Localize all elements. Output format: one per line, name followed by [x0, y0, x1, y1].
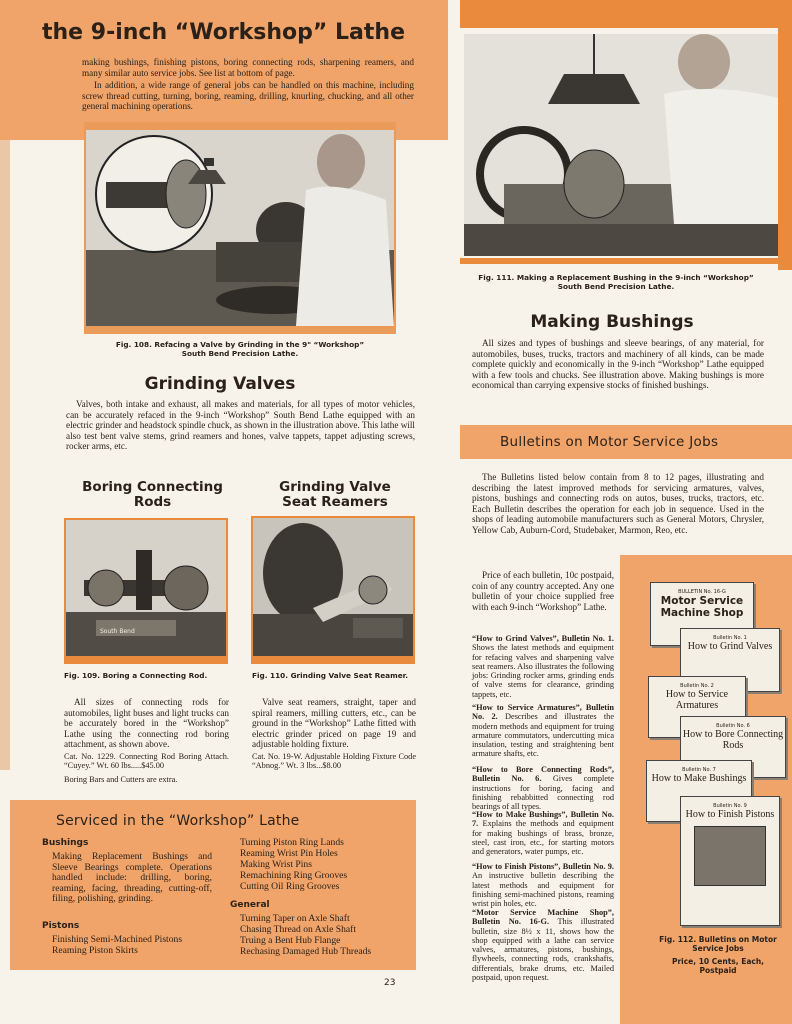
booklet-7-number: Bulletin No. 7 [682, 767, 716, 773]
bulletin-item-2-title: “How to Service Armatures”, Bulletin No. 2. [472, 703, 614, 722]
booklet-6-number: Bulletin No. 6 [716, 723, 750, 729]
serviced-heading: Serviced in the “Workshop” Lathe [56, 813, 300, 829]
bulletins-price: Price of each bulletin, 10c postpaid, coin of any country accepted. Any one bulletin of your choice supplied free with each 9-inch “Workshop” Lathe. [472, 570, 614, 612]
fig-111-underline [460, 258, 792, 264]
fig-110-photo [253, 518, 413, 656]
bulletin-item-1-text: Shows the latest methods and equipment for refacing valves and sharpening valve seat reamers. Also illustrates the following jobs: Grinding rocker arms, grinding ends of valve stems for clearance, grinding tappets, etc. [472, 643, 614, 699]
booklet-9-illustration [694, 826, 766, 886]
booklet-9 [680, 796, 780, 926]
fig-108-photo [86, 130, 394, 326]
booklet-16g-title: Motor Service Machine Shop [660, 595, 744, 619]
bulletin-item-2 [472, 703, 614, 759]
bulletin-item-4-title: “How to Make Bushings”, Bulletin No. 7. [472, 810, 614, 829]
intro-paragraph-1: making bushings, finishing pistons, boring connecting rods, sharpening reamers, and many similar auto service jobs. See list at bottom of page. [82, 57, 414, 78]
fig-111-caption: Fig. 111. Making a Replacement Bushing in the 9-inch “Workshop” South Bend Precision Lathe. [478, 273, 754, 291]
making-bushings-body: All sizes and types of bushings and sleeve bearings, of any material, for automobiles, buses, trucks, tractors and machinery of all kinds, can be made complete quickly and economically in the 9-inch “Workshop” Lathe equipped with a few tools and chucks. See illustration above. Making bushings is more economical than carrying expensive stocks of finished bushings. [472, 338, 764, 391]
serviced-right-item-3: Making Wrist Pins [240, 859, 312, 870]
bulletins-heading: Bulletins on Motor Service Jobs [500, 434, 719, 450]
serviced-piston-item-1: Finishing Semi-Machined Pistons [52, 934, 183, 945]
grinding-valves-heading: Grinding Valves [144, 374, 296, 394]
serviced-general-heading: General [230, 900, 270, 910]
booklet-9-title: How to Finish Pistons [685, 809, 775, 820]
intro-paragraph-2: In addition, a wide range of general jobs can be handled on this machine, including screw thread cutting, turning, boring, reaming, drilling, knurling, chucking, and all other general machining operations. [82, 80, 414, 112]
bulletin-item-1 [472, 634, 614, 699]
booklet-2-number: Bulletin No. 2 [680, 683, 714, 689]
booklet-1-title: How to Grind Valves [687, 641, 773, 652]
booklet-7-title: How to Make Bushings [651, 773, 747, 784]
serviced-bushings-heading: Bushings [42, 838, 89, 848]
booklet-1-number: Bulletin No. 1 [713, 635, 747, 641]
fig-110-caption: Fig. 110. Grinding Valve Seat Reamer. [252, 671, 408, 680]
boring-heading: Boring Connecting Rods [82, 479, 223, 510]
bulletin-item-3-text: Gives complete instructions for boring, facing and finishing rebabbitted connecting rod bearings of all types. [472, 774, 614, 812]
grinding-valves-body: Valves, both intake and exhaust, all makes and materials, for all types of motor vehicles, can be accurately refaced in the 9-inch “Workshop” South Bend Lathe equipped with an electric grinder and headstock spindle chuck, as shown in the illustration above. This lathe will also test bent valve stems, grind reamers and hones, valve tappets, tappet adjusting screws, rocker arms, etc. [66, 399, 415, 452]
serviced-general-item-4: Rechasing Damaged Hub Threads [240, 946, 372, 957]
making-bushings-heading: Making Bushings [530, 312, 694, 332]
right-top-band [460, 0, 792, 28]
serviced-general-item-2: Chasing Thread on Axle Shaft [240, 924, 356, 935]
bulletin-item-1-title: “How to Grind Valves”, Bulletin No. 1. [472, 634, 614, 643]
serviced-piston-item-2: Reaming Piston Skirts [52, 945, 138, 956]
bulletin-item-6 [472, 908, 614, 982]
bulletin-item-6-title: “Motor Service Machine Shop”, Bulletin No. 16-G. [472, 908, 614, 927]
serviced-right-item-2: Reaming Wrist Pin Holes [240, 848, 338, 859]
serviced-right-item-4: Remachining Ring Grooves [240, 870, 348, 881]
page-number: 23 [384, 978, 396, 988]
booklet-9-number: Bulletin No. 9 [713, 803, 747, 809]
bulletin-item-2-text: Describes and illustrates the modern methods and equipment for truing armature commutators, undercutting mica insulation, testing and straightening bent armature shafts, etc. [472, 712, 614, 759]
bulletin-item-5 [472, 862, 614, 908]
boring-extra: Boring Bars and Cutters are extra. [64, 775, 178, 784]
reamers-heading: Grinding Valve Seat Reamers [279, 479, 391, 510]
fig-111-photo [464, 34, 778, 256]
fig-108-caption: Fig. 108. Refacing a Valve by Grinding in the 9" “Workshop” South Bend Precision Lathe. [115, 340, 365, 358]
serviced-bushings-text: Making Replacement Bushings and Sleeve Bearings complete. Operations handled include: drilling, boring, reaming, facing, threading, cutting-off, filing, polishing, grinding. [52, 851, 212, 905]
booklet-16g-number: BULLETIN No. 16-G [678, 589, 726, 595]
serviced-general-item-3: Truing a Bent Hub Flange [240, 935, 341, 946]
page-title: the 9-inch “Workshop” Lathe [42, 20, 405, 45]
bulletins-intro: The Bulletins listed below contain from 8 to 12 pages, illustrating and describing the latest improved methods for servicing armatures, valves, pistons, bushings and connecting rods on autos, buses, trucks, tractors, etc. Each Bulletin describes the operation for each job in sequence. Used in the shops of leading automobile manufacturers such as General Motors, Chrysler, Yellow Cab, Auburn-Cord, Studebaker, Marmon, Reo, etc. [472, 472, 764, 535]
bulletin-item-3-title: “How to Bore Connecting Rods”, Bulletin No. 6. [472, 765, 614, 784]
bulletin-item-5-text: An instructive bulletin describing the latest methods and equipment for finishing semi-machined pistons, reaming wrist pin holes, etc. [472, 871, 614, 909]
boring-catalog: Cat. No. 1229. Connecting Rod Boring Attach. “Cuyey.” Wt. 60 lbs.....$45.00 [64, 752, 229, 771]
boring-body: All sizes of connecting rods for automobiles, light buses and light trucks can be accurately bored in the “Workshop” Lathe using the connecting rod boring attachment, as shown above. [64, 697, 229, 750]
serviced-pistons-heading: Pistons [42, 921, 80, 931]
left-edge-band [0, 140, 10, 770]
reamers-catalog: Cat. No. 19-W. Adjustable Holding Fixture Code “Abnog.” Wt. 3 lbs...$8.00 [252, 752, 416, 771]
fig-109-photo [66, 520, 226, 656]
reamers-body: Valve seat reamers, straight, taper and spiral reamers, milling cutters, etc., can be ground in the “Workshop” Lathe fitted with electric grinder priced on page 19 and adjustable holding fixture. [252, 697, 416, 750]
bulletin-item-3 [472, 765, 614, 811]
fig-112-caption: Fig. 112. Bulletins on Motor Service Jobs [659, 935, 777, 953]
booklet-2-title: How to Service Armatures [665, 689, 729, 711]
bulletin-item-6-text: This illustrated bulletin, size 8½ x 11, shows how the shop equipped with a lathe can service valves, armatures, pistons, bushings, flywheels, connecting rods, crankshafts, differentials, brake drums, etc. Mailed postpaid, upon request. [472, 917, 614, 983]
fig-112-price: Price, 10 Cents, Each, Postpaid [671, 957, 765, 975]
booklet-6-title: How to Bore Connecting Rods [682, 729, 784, 751]
serviced-right-item-5: Cutting Oil Ring Grooves [240, 881, 340, 892]
bulletin-item-4-text: Explains the methods and equipment for making bushings of brass, bronze, steel, cast iron, etc., for starting motors and generators, water pumps, etc. [472, 819, 614, 857]
bulletin-item-4 [472, 810, 614, 856]
serviced-general-item-1: Turning Taper on Axle Shaft [240, 913, 350, 924]
bulletin-item-5-title: “How to Finish Pistons”, Bulletin No. 9. [472, 862, 614, 871]
fig-109-photo-label: South Bend [100, 628, 135, 635]
fig-109-caption: Fig. 109. Boring a Connecting Rod. [64, 671, 208, 680]
serviced-right-item-1: Turning Piston Ring Lands [240, 837, 344, 848]
right-edge-band [778, 0, 792, 270]
